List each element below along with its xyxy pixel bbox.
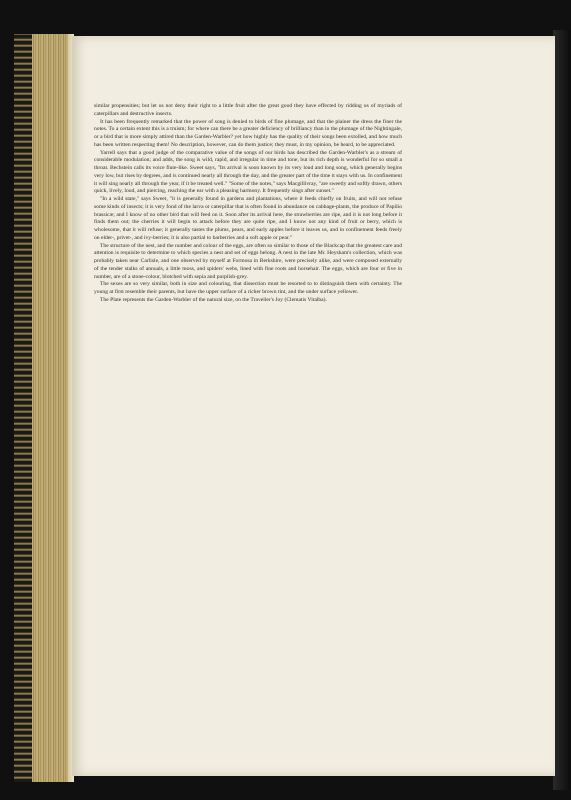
body-text (94, 103, 402, 305)
paragraph: It has been frequently remarked that the power of song is denied to birds of fine plumage, and that the plainer the dress the finer the notes. To a certain extent this is a truism; for where can there be a greater deficiency of brilliancy than in the plumage of the Nightingale, or a bird that is more simply attired than the Garden-Warbler? yet how highly has the quality of their songs been extolled, and how much has been written respecting them! No description, however, can do them justice; they must, in my opinion, be heard, to be appreciated. (94, 118, 402, 148)
book-cover-right-edge (553, 30, 571, 790)
paragraph: "In a wild state," says Sweet, "it is generally found in gardens and plantations, where it feeds chiefly on fruits, and will not refuse some kinds of insects; it is very fond of the larva or caterpillar that is often found in abundance on cabbage-plants, the produce of Papilio brassicæ; and I know of no other bird that will feed on it. Soon after its arrival here, the strawberries are ripe, and it is not long before it finds them out; the cherries it will begin to attack before they are quite ripe, and I know not any kind of fruit or berry, which is wholesome, that it will refuse; it generally tastes the plums, pears, and early apples before it leaves us, and in confinement feeds freely on elder-, privet-, and ivy-berries; it is also partial to barberries and a soft apple or pear." (94, 196, 402, 241)
paragraph: The Plate represents the Garden-Warbler of the natural size, on the Traveller's Joy (Clematis Vitalba). (100, 296, 327, 303)
paragraph: similar propensities; but let us not deny their right to a little fruit after the great good they have effected by ridding us of myriads of caterpillars and destructive insects. (94, 103, 402, 117)
paragraph: Yarrell says that a good judge of the comparative value of the songs of our birds has described the Garden-Warbler's as a stream of considerable modulation; and adds, the song is wild, rapid, and irregular in time and tone, but its rich depth is wonderful for so small a throat. Bechstein calls its voice flute-like. Sweet says, "Its arrival is soon known by its very loud and long song, which generally begins very low, but rises by degrees, and is continued nearly all through the day, and the greater part of the time it stays with us. In confinement it will sing nearly all through the year, if it be treated well." "Some of the notes," says Macgillivray, "are sweetly and softly drawn, others quick, lively, loud, and piercing, reaching the ear with a pleasing harmony. It frequently sings after sunset." (94, 149, 402, 195)
book-edge (14, 34, 74, 782)
paragraph: The sexes are so very similar, both in size and colouring, that dissection must be resorted to to distinguish them with certainty. The young at first resemble their parents, but have the upper surface of a richer brown tint, and the under surface yellower. (94, 281, 402, 295)
paragraph: The structure of the nest, and the number and colour of the eggs, are often so similar to those of the Blackcap that the greatest care and attention is requisite to determine to which species a nest and set of eggs belong. A nest in the late Mr. Heysham's collection, which was probably taken near Carlisle, and one observed by myself at Formosa in Berkshire, were precisely alike, and were composed externally of the tender stalks of annuals, a little moss, and spiders' webs, lined with fine roots and horsehair. The eggs, which are four or five in number, are of a stone-colour, blotched with sepia and purplish-grey. (94, 242, 402, 280)
